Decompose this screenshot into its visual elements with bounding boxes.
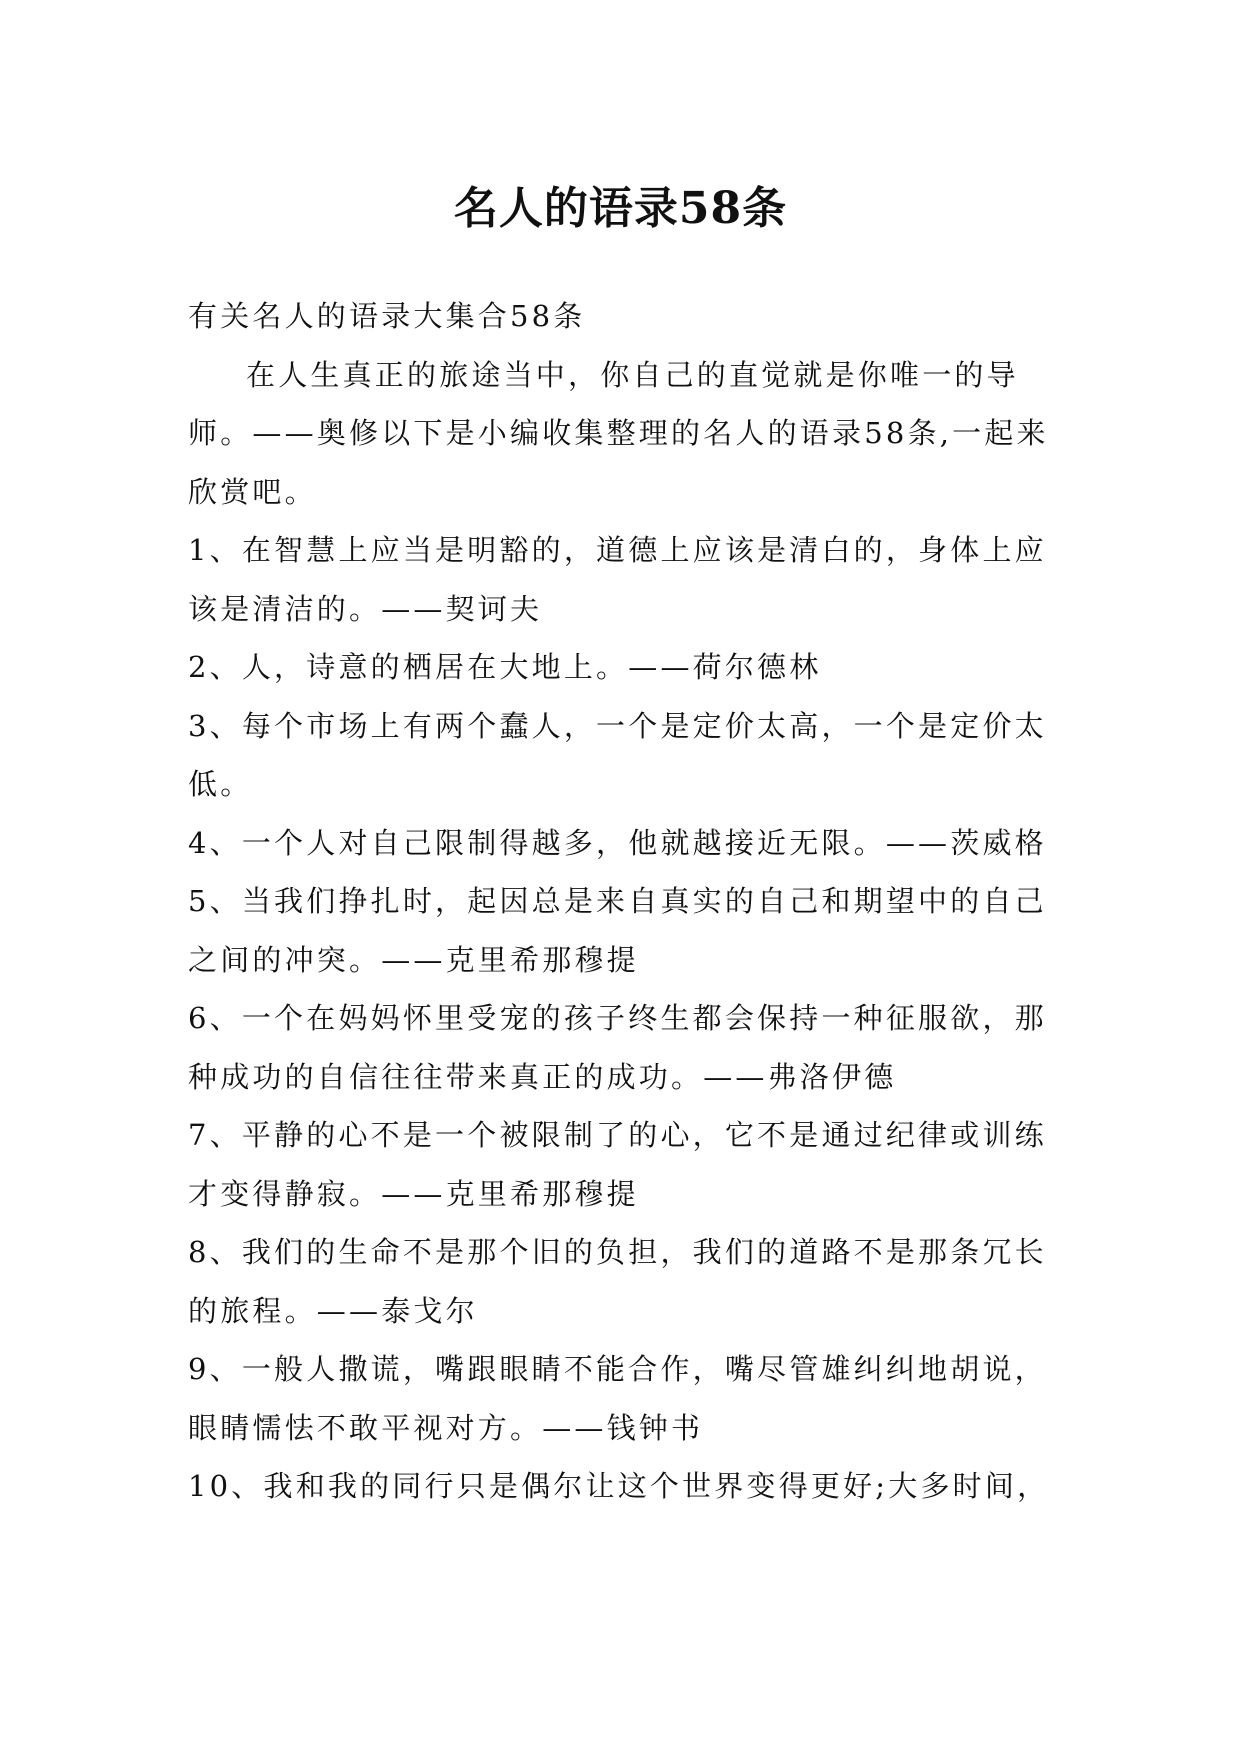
page-title: 名人的语录58条 <box>453 183 788 235</box>
quote-item: 5、当我们挣扎时，起因总是来自真实的自己和期望中的自己之间的冲突。——克里希那穆提 <box>188 884 1047 977</box>
subtitle: 有关名人的语录大集合58条 <box>188 299 586 333</box>
quote-item: 10、我和我的同行只是偶尔让这个世界变得更好;大多时间， <box>188 1469 1050 1503</box>
quote-item: 3、每个市场上有两个蠢人，一个是定价太高，一个是定价太低。 <box>188 708 1047 801</box>
quote-item: 4、一个人对自己限制得越多，他就越接近无限。——茨威格 <box>188 825 1047 860</box>
quote-item: 6、一个在妈妈怀里受宠的孩子终生都会保持一种征服欲，那种成功的自信往往带来真正的成功。——弗洛伊德 <box>188 1001 1047 1094</box>
quote-item: 1、在智慧上应当是明豁的，道德上应该是清白的，身体上应该是清洁的。——契诃夫 <box>188 533 1047 626</box>
quote-item: 2、人，诗意的栖居在大地上。——荷尔德林 <box>188 650 822 684</box>
document-body <box>188 287 1058 1516</box>
quote-item: 8、我们的生命不是那个旧的负担，我们的道路不是那条冗长的旅程。——泰戈尔 <box>188 1235 1047 1328</box>
intro-paragraph: 在人生真正的旅途当中，你自己的直觉就是你唯一的导师。——奥修以下是小编收集整理的名人的语录58条,一起来欣赏吧。 <box>188 357 1049 509</box>
quote-item: 7、平静的心不是一个被限制了的心，它不是通过纪律或训练才变得静寂。——克里希那穆提 <box>188 1118 1047 1211</box>
quote-item: 9、一般人撒谎，嘴跟眼睛不能合作，嘴尽管雄纠纠地胡说，眼睛懦怯不敢平视对方。——钱钟书 <box>188 1352 1047 1445</box>
